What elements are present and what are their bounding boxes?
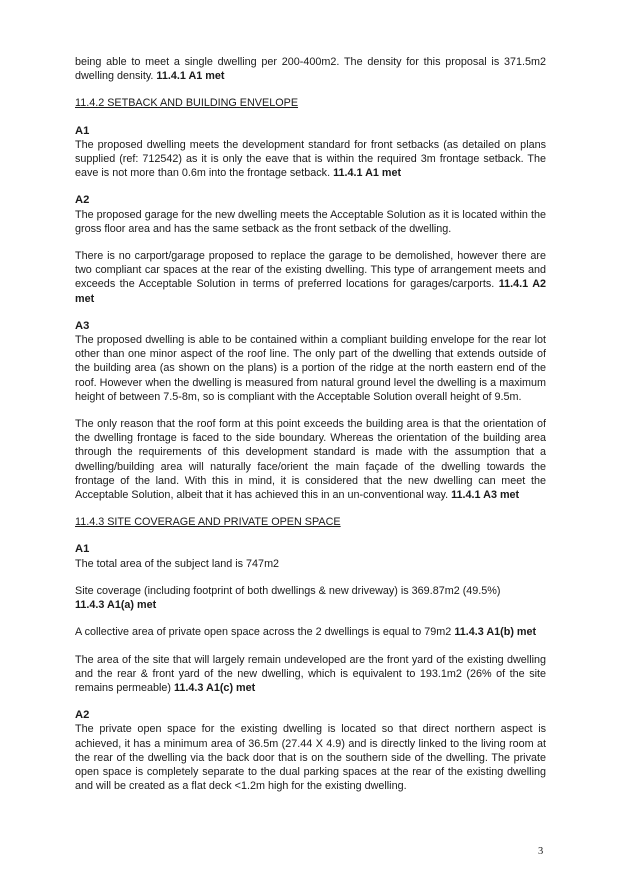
document-body — [75, 55, 546, 806]
setback-a2-text: There is no carport/garage proposed to replace the garage to be demolished, however there are two compliant car spaces at the rear of the existing dwelling. This type of arrangement meets and exceeds the Acceptable Solution in terms of preferred locations for garages/carports. — [75, 250, 546, 291]
setback-a2-paragraph-2 — [75, 249, 546, 306]
coverage-a1-result-c: 11.4.3 A1(c) met — [174, 681, 256, 694]
coverage-a1-paragraph-3 — [75, 625, 546, 639]
setback-a1-label: A1 — [75, 124, 90, 137]
setback-a3-result: 11.4.1 A3 met — [451, 489, 520, 502]
section-heading-setback: 11.4.2 SETBACK AND BUILDING ENVELOPE — [75, 97, 299, 110]
setback-a1-text: The proposed dwelling meets the development standard for front setbacks (as detailed on plans supplied (ref: 712542) as it is only the eave that is within the required 3m frontage setback. The eave is not more than 0.6m into the frontage setback. — [75, 138, 546, 180]
setback-a1-result: 11.4.1 A1 met — [333, 167, 402, 180]
intro-text: being able to meet a single dwelling per 200-400m2. The density for this proposal is 371.5m2 dwelling density. — [75, 56, 546, 83]
coverage-a1-paragraph-4 — [75, 653, 546, 696]
section-heading-coverage: 11.4.3 SITE COVERAGE AND PRIVATE OPEN SPACE — [75, 516, 341, 529]
coverage-a2-label: A2 — [75, 709, 90, 722]
setback-a3-text: The only reason that the roof form at this point exceeds the building area is that the orientation of the dwelling frontage is faced to the side boundary. Whereas the orientation of the building area through the requirements of this development standard is made with the assumption that a dwelling/building area will naturally face/orient the main façade of the dwelling towards the frontage of the land. With this in mind, it is considered that the new dwelling can meet the Acceptable Solution, albeit that it has achieved this in an un-conventional way. — [75, 418, 546, 502]
setback-a2-paragraph-1: The proposed garage for the new dwelling meets the Acceptable Solution as it is located within the gross floor area and has the same setback as the front setback of the dwelling. — [75, 208, 546, 235]
intro-paragraph — [75, 55, 546, 83]
setback-a2-result: 11.4.1 A2 met — [75, 278, 546, 305]
setback-a3-paragraph-1: The proposed dwelling is able to be contained within a compliant building envelope for the rear lot other than one minor aspect of the roof line. The only part of the dwelling that extends outside of the building area (as shown on the plans) is a portion of the ridge at the north eastern end of the roof. However when the dwelling is measured from natural ground level the dwelling is a maximum height of between 7.5-8m, so is compliant with the Acceptable Solution overall height of 9.5m. — [75, 334, 546, 403]
coverage-a1-text3: A collective area of private open space across the 2 dwellings is equal to 79m2 — [75, 626, 455, 639]
setback-a1-paragraph — [75, 138, 546, 181]
page-number: 3 — [538, 846, 544, 857]
coverage-a1-paragraph-1: The total area of the subject land is 747m2 — [75, 557, 280, 570]
coverage-a1-text2: Site coverage (including footprint of both dwellings & new driveway) is 369.87m2 (49.5%) — [75, 584, 501, 597]
intro-result: 11.4.1 A1 met — [156, 70, 225, 83]
setback-a3-label: A3 — [75, 319, 90, 332]
coverage-a1-result-a: 11.4.3 A1(a) met — [75, 599, 157, 612]
coverage-a1-label: A1 — [75, 543, 90, 556]
coverage-a1-text4: The area of the site that will largely remain undeveloped are the front yard of the existing dwelling and the rear & front yard of the new dwelling, which is equivalent to 193.1m2 (26% of the site remains permeable) — [75, 653, 546, 694]
coverage-a1-paragraph-2 — [75, 584, 546, 612]
coverage-a2-paragraph: The private open space for the existing dwelling is located so that direct northern aspect is achieved, it has a minimum area of 36.5m (27.44 X 4.9) and is directly linked to the living room at the rear of the dwelling via the back door that is on the southern side of the dwelling. The private open space is completely separate to the dual parking spaces at the rear of the existing dwelling and will be created as a flat deck <1.2m high for the existing dwelling. — [75, 723, 546, 793]
setback-a3-paragraph-2 — [75, 417, 546, 502]
setback-a2-label: A2 — [75, 194, 90, 207]
coverage-a1-result-b: 11.4.3 A1(b) met — [454, 626, 537, 639]
